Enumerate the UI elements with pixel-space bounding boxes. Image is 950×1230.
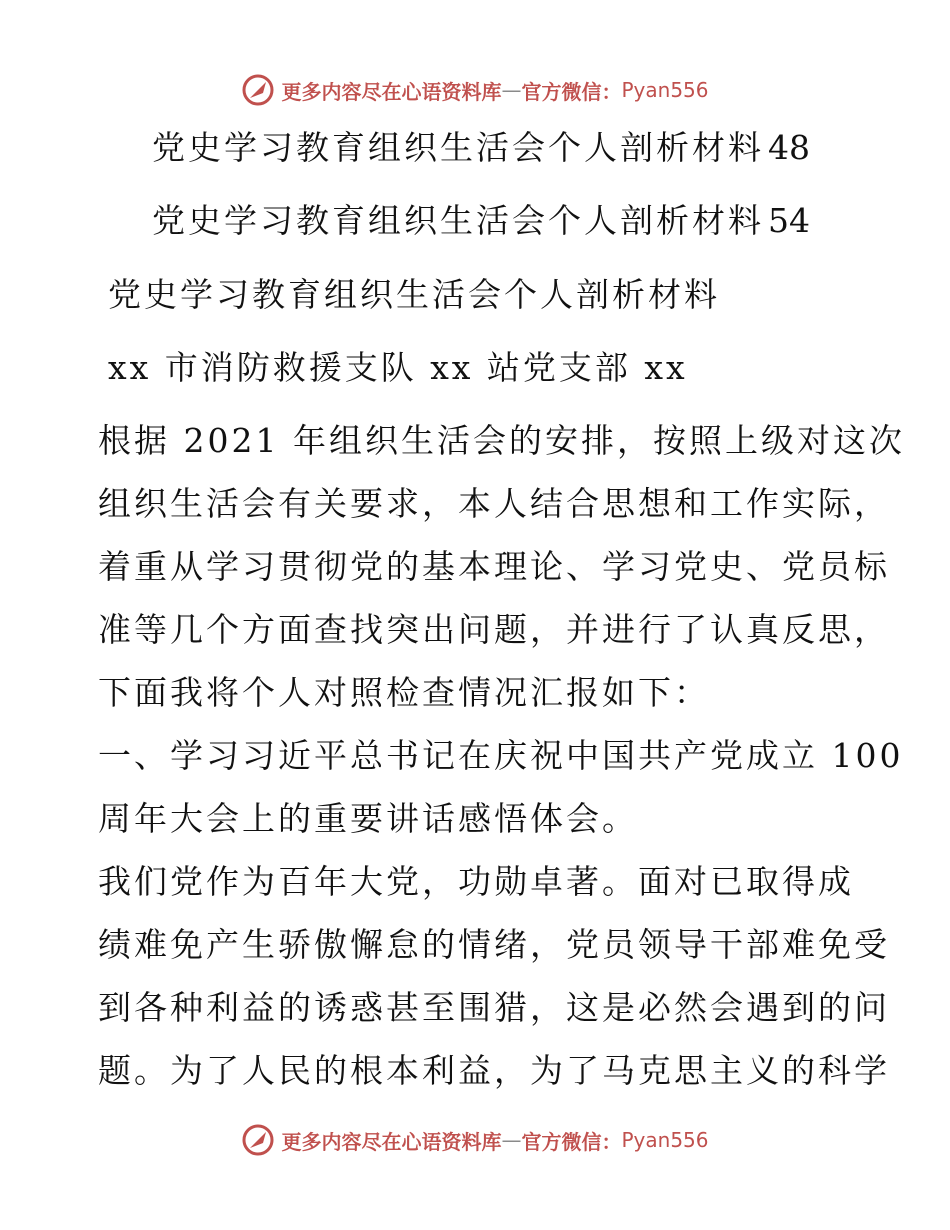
paragraph2-line-3: 到各种利益的诱惑甚至围猎，这是必然会遇到的问 — [98, 988, 890, 1027]
toc-entry-1-title[interactable]: 党史学习教育组织生活会个人剖析材料 — [152, 128, 764, 167]
watermark-dash: — — [501, 78, 522, 102]
section1-line-1: 一、学习习近平总书记在庆祝中国共产党成立 100 — [98, 736, 904, 775]
watermark-official: 官方微信： — [521, 79, 622, 104]
watermark-official: 官方微信： — [521, 1129, 622, 1154]
toc-entry-2-page: 54 — [768, 201, 810, 240]
header-watermark — [0, 70, 950, 110]
toc-entry-1-page: 48 — [768, 128, 810, 167]
paragraph2-line-1: 我们党作为百年大党，功勋卓著。面对已取得成 — [98, 862, 854, 901]
section1-line-2: 周年大会上的重要讲话感悟体会。 — [98, 799, 638, 838]
quill-logo-icon — [241, 1123, 275, 1157]
quill-logo-icon — [241, 73, 275, 107]
paragraph1-line-5: 下面我将个人对照检查情况汇报如下： — [98, 673, 710, 712]
watermark-handle: Pyan556 — [621, 1128, 709, 1152]
watermark-handle: Pyan556 — [621, 78, 709, 102]
paragraph2-line-2: 绩难免产生骄傲懈怠的情绪，党员领导干部难免受 — [98, 925, 890, 964]
paragraph2-line-4: 题。为了人民的根本利益，为了马克思主义的科学 — [98, 1051, 890, 1090]
paragraph1-line-4: 准等几个方面查找突出问题，并进行了认真反思， — [98, 610, 890, 649]
paragraph1-line-2: 组织生活会有关要求，本人结合思想和工作实际， — [98, 484, 890, 523]
toc-entry-2-title[interactable]: 党史学习教育组织生活会个人剖析材料 — [152, 201, 764, 240]
watermark-main: 更多内容尽在心语资料库 — [281, 79, 502, 104]
paragraph1-line-3: 着重从学习贯彻党的基本理论、学习党史、党员标 — [98, 547, 890, 586]
paragraph1-line-1: 根据 2021 年组织生活会的安排，按照上级对这次 — [98, 421, 905, 460]
watermark-main: 更多内容尽在心语资料库 — [281, 1129, 502, 1154]
document-title: 党史学习教育组织生活会个人剖析材料 — [108, 275, 720, 314]
footer-watermark — [0, 1120, 950, 1160]
watermark-dash: — — [501, 1128, 522, 1152]
author-line: xx 市消防救援支队 xx 站党支部 xx — [108, 348, 688, 387]
